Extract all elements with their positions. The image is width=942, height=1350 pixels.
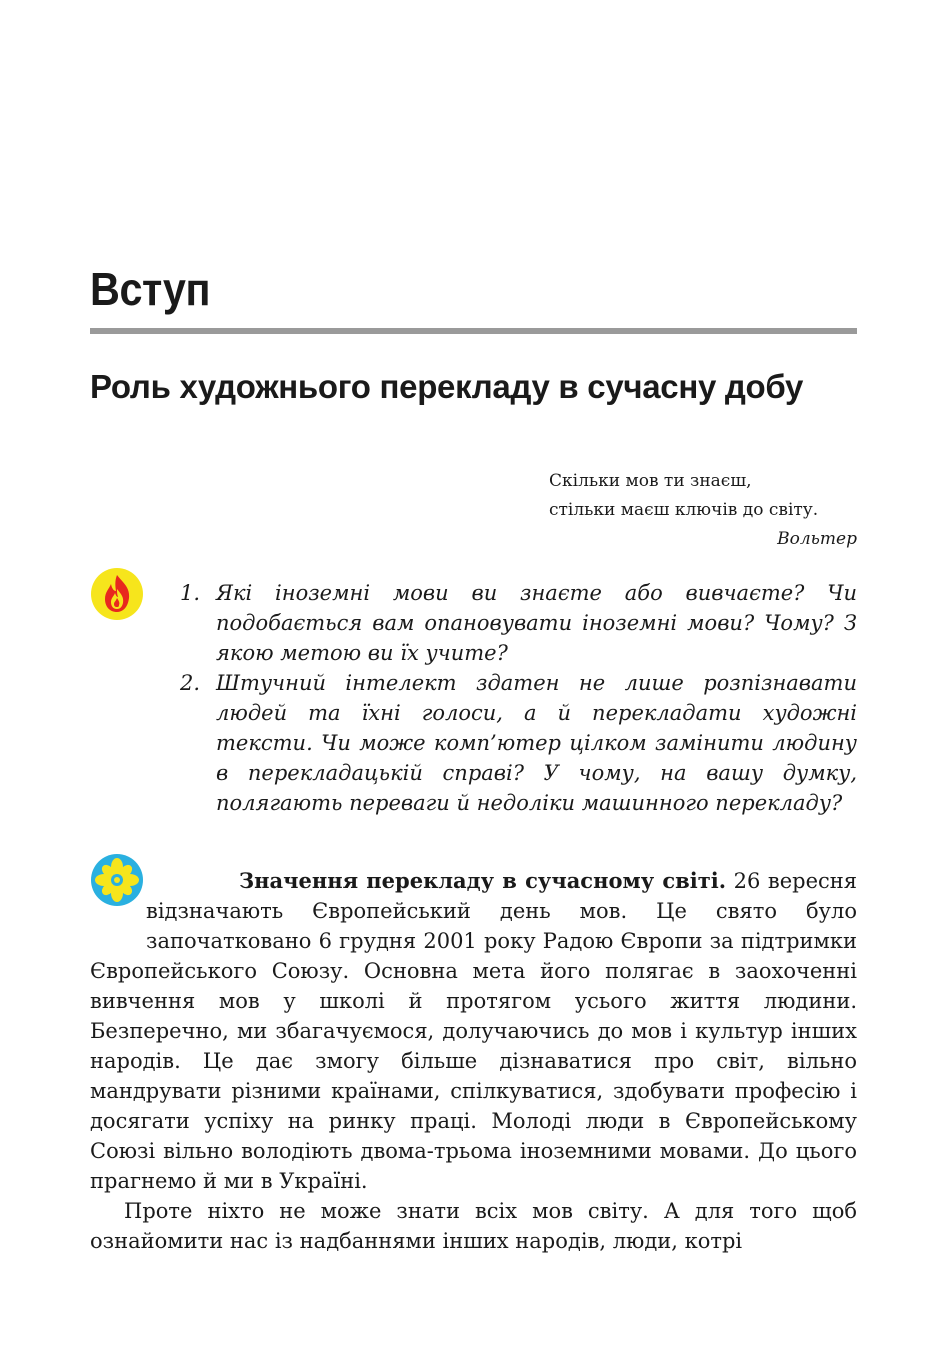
section-title: Роль художнього перекладу в сучасну добу: [90, 368, 804, 405]
fire-icon: [90, 567, 144, 621]
question-text: Які іноземні мови ви знаєте або вивчаєте? Чи подобається вам опановувати іноземні мови? Чому? З якою метою ви їх учите?: [216, 581, 857, 665]
paragraph-2: Проте ніхто не може знати всіх мов світу. А для того щоб ознайомити нас із надбаннями інших народів, люди, котрі: [90, 1199, 857, 1253]
question-item-1: [180, 578, 857, 668]
question-number: 2.: [180, 671, 201, 695]
epigraph-author: Вольтер: [777, 529, 857, 549]
epigraph-line-2: стільки маєш ключів до світу.: [549, 500, 819, 520]
chapter-title: Вступ: [90, 263, 211, 315]
epigraph: [549, 467, 857, 554]
question-number: 1.: [180, 581, 201, 605]
chapter-divider: [90, 328, 857, 334]
discussion-questions: [180, 578, 857, 818]
epigraph-line-1: Скільки мов ти знаєш,: [549, 471, 752, 491]
question-item-2: [180, 668, 857, 818]
question-text: Штучний інтелект здатен не лише розпізнавати людей та їхні голоси, а й перекладати художні тексти. Чи може комп’ютер цілком замінити людину в перекладацькій справі? У чому, на вашу думку, полягають переваги й недоліки машинного перекладу?: [216, 671, 857, 815]
body-text: [90, 866, 857, 1256]
paragraph-1-text: 26 вересня відзначають Європейський день мов. Це свято було започатковано 6 грудня 2001 року Радою Європи за підтримки Європейського Союзу. Основна мета його полягає в заохоченні вивчення мов у школі й протягом усього життя людини. Безперечно, ми збагачуємося, долучаючись до мов і культур інших народів. Це дає змогу більше дізнаватися про світ, вільно мандрувати різними країнами, спілкуватися, здобувати професію і досягати успіху на ринку праці. Молоді люди в Європейському Союзі вільно володіють двома-трьома іноземними мовами. До цього прагнемо й ми в Україні.: [90, 869, 857, 1193]
paragraph-lead: Значення перекладу в сучасному світі.: [239, 868, 727, 893]
paragraph-1: [90, 866, 857, 1196]
